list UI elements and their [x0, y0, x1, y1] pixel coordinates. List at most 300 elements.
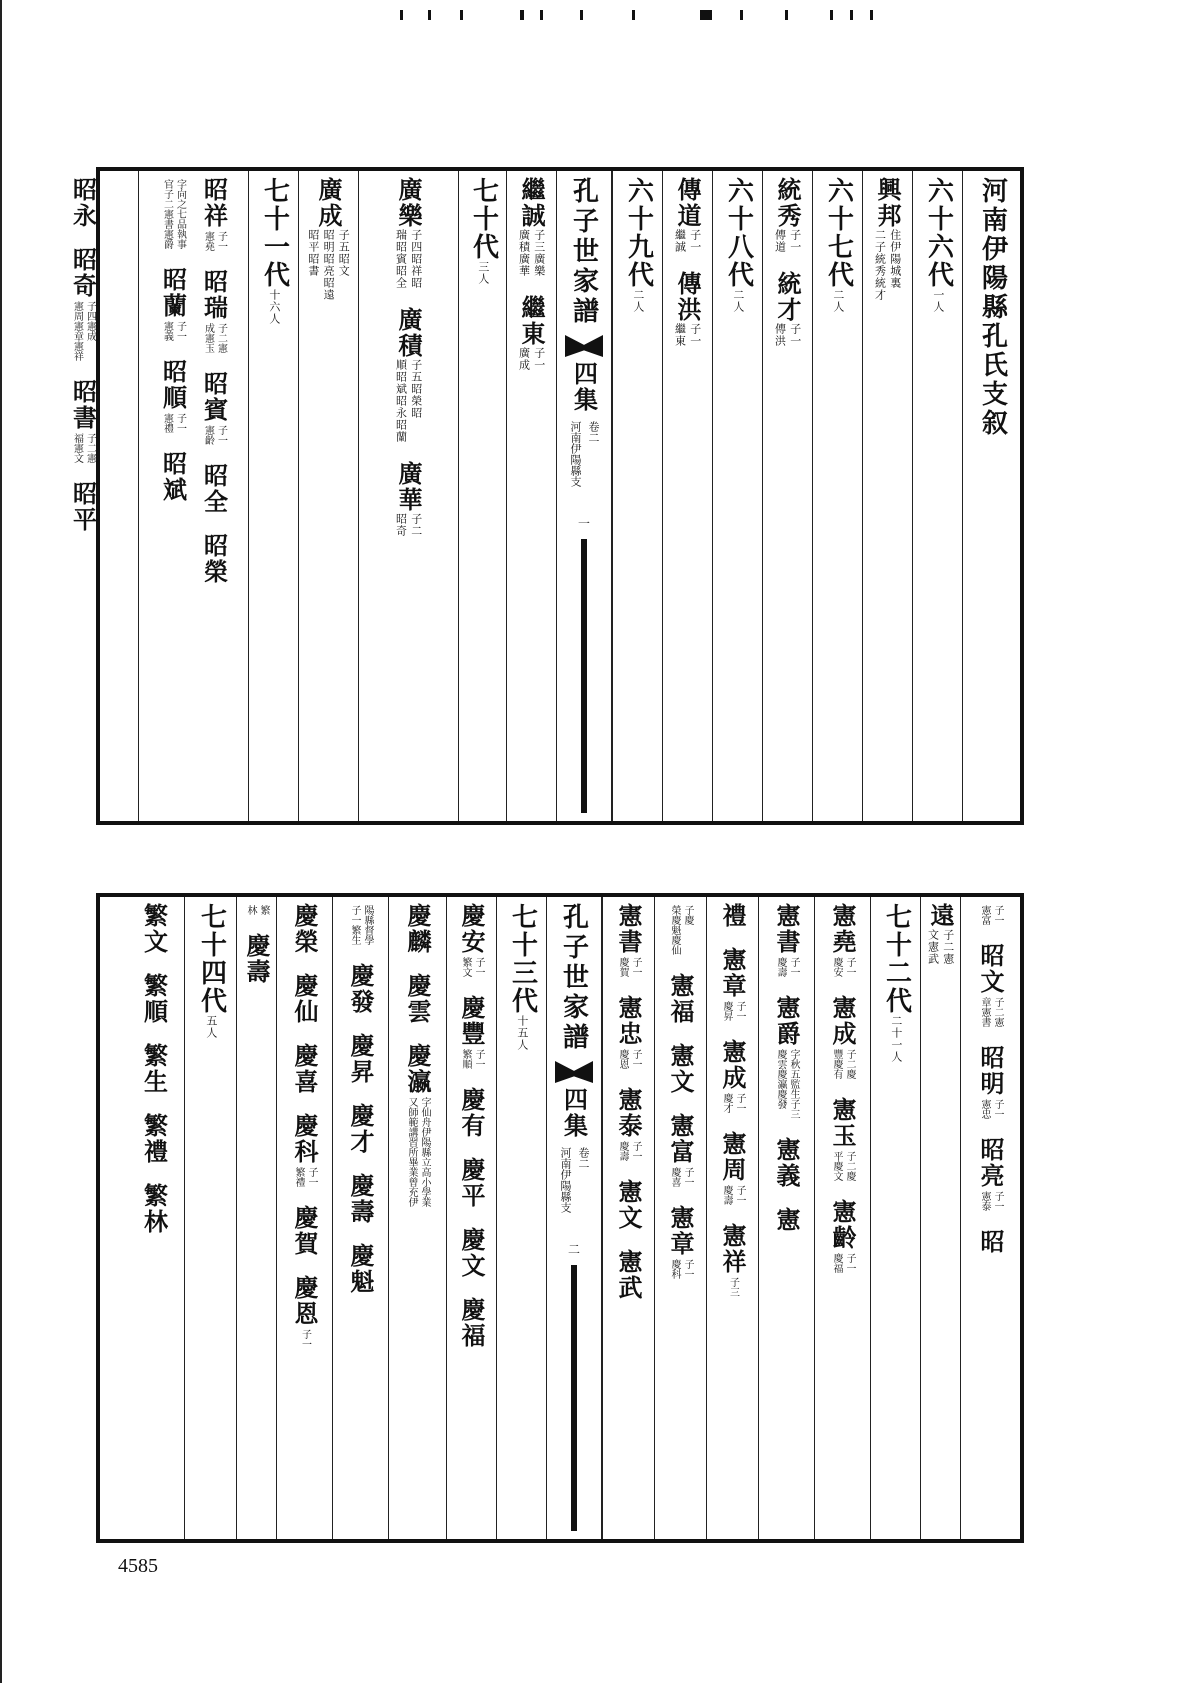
annotation-line: 憲義: [161, 321, 173, 341]
annotation: [873, 229, 901, 301]
person-entry: [715, 1223, 750, 1297]
generation-label: 六十六代: [923, 177, 954, 289]
generation-label: 六十八代: [723, 177, 754, 289]
person-name: 憲成: [828, 995, 857, 1047]
person-entry: [663, 1205, 698, 1279]
person-annotation: [830, 957, 855, 977]
person-entry: [611, 1087, 646, 1161]
person-name: 昭斌: [158, 451, 188, 503]
volume-label: 四集: [559, 1087, 589, 1139]
person-annotation: [616, 957, 641, 977]
person-entry: [400, 973, 435, 1025]
generation-count: 十六人: [267, 289, 281, 325]
person-name: 憲齡: [828, 1199, 857, 1251]
folio-number: 二: [566, 1243, 581, 1255]
person-entry: [670, 271, 705, 347]
person-entry: [197, 371, 232, 445]
book-title: 孔子世家譜: [568, 177, 599, 327]
annotation-line: 文憲武: [926, 929, 940, 965]
annotation-line: 子一: [688, 229, 702, 253]
person-entry: [391, 177, 426, 289]
person-name: 慶魁: [346, 1243, 375, 1295]
person-name: 憲文: [666, 1043, 695, 1095]
person-annotation: [244, 905, 269, 915]
person-name: 繼誠: [517, 177, 546, 229]
annotation-line: 繼誠: [673, 229, 687, 253]
person-entry: [348, 903, 373, 945]
generation-count: 二人: [831, 289, 845, 313]
person-name: 繁生: [139, 1043, 169, 1095]
annotation: [517, 347, 545, 371]
person-name: 慶昇: [346, 1033, 375, 1085]
book-spine-column: [556, 171, 612, 821]
person-name: 慶喜: [290, 1043, 319, 1095]
person-name: 繁文: [139, 903, 169, 955]
names-column: [862, 171, 912, 821]
person-name: 慶平: [457, 1157, 486, 1209]
annotation-line: 子一: [473, 1049, 484, 1069]
person-annotation: [202, 231, 227, 251]
person-entry: [973, 1045, 1008, 1119]
person-entry: [663, 1113, 698, 1187]
spine-bar: [581, 539, 587, 813]
name-list: [770, 177, 805, 821]
person-annotation: [774, 1049, 799, 1119]
book-spine-column: [546, 897, 602, 1539]
person-annotation: [71, 301, 96, 361]
person-name: 昭明: [976, 1045, 1005, 1097]
person-entry: [239, 933, 274, 985]
person-annotation: [978, 1099, 1003, 1119]
person-annotation: [774, 957, 799, 977]
person-entry: [973, 1137, 1008, 1211]
annotation-line: 子一: [734, 1185, 745, 1205]
column-lanes: [769, 903, 804, 1539]
person-name: 憲堯: [828, 903, 857, 955]
column-lanes: [454, 903, 489, 1539]
person-annotation: [616, 1141, 641, 1161]
generation-column: [248, 171, 298, 821]
name-list: [769, 903, 804, 1539]
names-column: [446, 897, 496, 1539]
annotation-line: 子二慶: [844, 1049, 855, 1079]
annotation-line: 憲忠: [979, 1099, 990, 1119]
annotation-line: 豐慶有: [831, 1049, 842, 1079]
annotation-line: 子二憲: [941, 929, 955, 965]
person-entry: [343, 1173, 378, 1225]
generation-label: 七十三代: [507, 903, 538, 1015]
person-entry: [663, 1043, 698, 1095]
person-name: 慶麟: [403, 903, 432, 955]
person-entry: [343, 1243, 378, 1295]
annotation-line: 慶安: [831, 957, 842, 977]
annotation-line: 子一: [682, 1259, 693, 1279]
annotation-line: 子二憲: [84, 433, 96, 463]
person-entry: [391, 461, 426, 537]
person-entry: [197, 463, 232, 515]
names-column: [124, 897, 184, 1539]
annotation-line: 慶昇: [721, 1001, 732, 1021]
generation-count: 一人: [931, 289, 945, 313]
annotation-line: 憲堯: [202, 231, 214, 251]
annotation: [394, 359, 422, 443]
annotation-line: 繁禮: [293, 1167, 304, 1187]
person-entry: [156, 267, 191, 341]
person-entry: [973, 1229, 1008, 1255]
person-entry: [400, 903, 435, 955]
person-entry: [197, 269, 232, 353]
annotation-line: 子一: [215, 231, 227, 251]
annotation-line: 子一: [174, 321, 186, 341]
person-name: 憲文: [614, 1179, 643, 1231]
annotation-line: 子一繁生: [349, 905, 360, 945]
person-entry: [156, 451, 191, 503]
annotation-line: 憲禮: [161, 413, 173, 433]
person-annotation: [668, 1167, 693, 1187]
person-entry: [715, 903, 750, 929]
generation-label: 七十代: [468, 177, 499, 261]
generation-label: 七十四代: [196, 903, 227, 1015]
annotation-line: 子四昭祥昭: [409, 229, 423, 289]
person-entry: [244, 903, 269, 915]
annotation-line: 子一: [844, 1253, 855, 1273]
names-column: [236, 897, 276, 1539]
names-column: [758, 897, 814, 1539]
person-name: 憲武: [614, 1249, 643, 1301]
generation-heading: [923, 177, 953, 821]
name-list: [715, 903, 750, 1539]
annotation-line: 字仙舟伊陽縣立高小學業: [419, 1097, 430, 1207]
annotation: [394, 229, 422, 289]
annotation-line: 憲富: [979, 905, 990, 925]
names-column: [298, 171, 358, 821]
person-name: 昭榮: [199, 533, 229, 585]
generation-heading: [468, 177, 498, 821]
person-entry: [343, 1033, 378, 1085]
person-entry: [770, 177, 805, 253]
person-entry: [343, 963, 378, 1015]
person-name: 憲周: [718, 1131, 747, 1183]
person-entry: [66, 177, 101, 229]
person-entry: [770, 271, 805, 347]
column-lanes: [611, 903, 646, 1539]
annotation-line: 子一: [844, 957, 855, 977]
person-name: 禮: [718, 903, 747, 929]
annotation-line: 子一: [630, 957, 641, 977]
names-column: [602, 897, 654, 1539]
name-list: [391, 177, 426, 821]
name-list: [137, 903, 172, 1539]
annotation-line: 子一: [299, 1329, 311, 1349]
person-name: 憲義: [772, 1137, 801, 1189]
generation-label: 七十二代: [881, 903, 912, 1015]
person-name: 昭瑞: [199, 269, 229, 321]
name-list: [66, 177, 101, 821]
person-entry: [197, 533, 232, 585]
person-name: 昭奇: [68, 247, 98, 299]
names-column: [506, 171, 556, 821]
spine-bar: [571, 1265, 577, 1531]
annotation-line: 子一: [630, 1049, 641, 1069]
names-column: [960, 897, 1020, 1539]
person-name: 昭平: [68, 481, 98, 533]
column-lanes: [239, 903, 274, 1539]
generation-column: [870, 897, 920, 1539]
names-column: [654, 897, 706, 1539]
annotation-line: 廣積廣華: [517, 229, 531, 277]
person-entry: [825, 1097, 860, 1181]
column-lanes: [663, 903, 698, 1539]
person-entry: [137, 1113, 172, 1165]
person-name: 慶壽: [346, 1173, 375, 1225]
annotation-line: 慶喜: [669, 1167, 680, 1187]
person-annotation: [459, 957, 484, 977]
person-entry: [197, 177, 232, 251]
annotation-line: 字秋五監生子三: [788, 1049, 799, 1119]
person-name: 傳洪: [673, 271, 702, 323]
person-name: 廣成: [314, 177, 343, 229]
annotation-line: 子二: [409, 513, 423, 537]
names-column: [276, 897, 332, 1539]
fishtail-mark: [565, 335, 603, 357]
person-annotation: [720, 1093, 745, 1113]
annotation-line: 榮慶魁慶仙: [669, 905, 680, 955]
names-column: [138, 171, 248, 821]
name-list: [454, 903, 489, 1539]
generation-heading: [507, 903, 537, 1539]
volume-label: 四集: [569, 361, 599, 413]
generation-column: [184, 897, 236, 1539]
person-entry: [825, 1199, 860, 1273]
person-entry: [287, 1205, 322, 1257]
name-list: [156, 177, 191, 821]
person-name: 昭全: [199, 463, 229, 515]
scan-header-marks: [400, 8, 940, 22]
annotation-line: 子二慶: [844, 1151, 855, 1181]
annotation-line: 子一: [630, 1141, 641, 1161]
person-entry: [769, 1207, 804, 1233]
person-name: 繁禮: [139, 1113, 169, 1165]
person-name: 廣樂: [394, 177, 423, 229]
annotation-line: 子二憲: [215, 323, 227, 353]
section-label: [557, 1147, 591, 1213]
person-entry: [391, 307, 426, 443]
person-name: 慶科: [290, 1113, 319, 1165]
person-annotation: [978, 905, 1003, 925]
person-name: 傳道: [673, 177, 702, 229]
annotation: [673, 229, 701, 253]
person-name: 廣積: [394, 307, 423, 359]
person-name: 慶仙: [290, 973, 319, 1025]
generation-label: 六十七代: [823, 177, 854, 289]
person-entry: [66, 247, 101, 361]
folio-number: 一: [576, 517, 591, 529]
person-annotation: [720, 1185, 745, 1205]
generation-label: 六十九代: [623, 177, 654, 289]
person-name: 憲爵: [772, 995, 801, 1047]
annotation-line: 憲齡: [202, 425, 214, 445]
person-annotation: [830, 1151, 855, 1181]
annotation-line: 順昭斌昭永昭蘭: [394, 359, 408, 443]
person-entry: [287, 1275, 322, 1349]
section-line: 卷二: [587, 421, 600, 443]
annotation-line: 慶賀: [617, 957, 628, 977]
person-annotation: [348, 905, 373, 945]
person-entry: [870, 177, 905, 301]
person-entry: [668, 903, 693, 955]
generation-heading: [723, 177, 753, 821]
section-line: 卷二: [577, 1147, 590, 1169]
person-name: 憲祥: [718, 1223, 747, 1275]
generation-column: [496, 897, 546, 1539]
generation-column: [612, 171, 662, 821]
annotation-line: 子一: [215, 425, 227, 445]
person-entry: [715, 1131, 750, 1205]
name-list: [611, 903, 646, 1539]
annotation-line: 慶壽: [775, 957, 786, 977]
names-column: [332, 897, 388, 1539]
generation-count: 二人: [631, 289, 645, 313]
annotation: [773, 323, 801, 347]
person-name: 慶安: [457, 903, 486, 955]
generation-heading: [623, 177, 653, 821]
person-name: 慶才: [346, 1103, 375, 1155]
person-name: 繼東: [517, 295, 546, 347]
person-entry: [343, 1103, 378, 1155]
person-name: 繁林: [139, 1183, 169, 1235]
person-annotation: [978, 997, 1003, 1027]
column-lanes: [156, 177, 232, 821]
annotation-line: 子一: [788, 229, 802, 253]
annotation-line: 子一: [788, 323, 802, 347]
person-entry: [825, 995, 860, 1079]
person-entry: [715, 947, 750, 1021]
person-annotation: [830, 1253, 855, 1273]
annotation-line: 繁順: [460, 1049, 471, 1069]
annotation-line: 子三: [727, 1277, 739, 1297]
generation-count: 三人: [476, 261, 490, 285]
annotation-line: 子五昭榮昭: [409, 359, 423, 419]
person-name: 慶雲: [403, 973, 432, 1025]
person-name: 昭: [976, 1229, 1005, 1255]
names-column: [662, 171, 712, 821]
person-name: 慶福: [457, 1297, 486, 1349]
name-list: [663, 903, 698, 1539]
annotation-line: 子一: [788, 957, 799, 977]
person-entry: [611, 1249, 646, 1301]
person-entry: [137, 903, 172, 955]
person-name: 昭永: [68, 177, 98, 229]
annotation-line: 章憲書: [979, 997, 990, 1027]
person-name: 興邦: [873, 177, 902, 229]
person-name: 昭文: [976, 943, 1005, 995]
person-name: 昭書: [68, 379, 98, 431]
person-annotation: [668, 1259, 693, 1279]
person-name: 慶文: [457, 1227, 486, 1279]
person-name: 憲泰: [614, 1087, 643, 1139]
generation-column: [712, 171, 762, 821]
name-list: [825, 903, 860, 1539]
person-name: 慶發: [346, 963, 375, 1015]
annotation-line: 昭平昭書: [306, 229, 320, 277]
names-column: [358, 171, 458, 821]
annotation-line: 子二憲: [992, 997, 1003, 1027]
names-column: [814, 897, 870, 1539]
name-list: [923, 903, 958, 1539]
annotation-line: 子四憲成: [84, 301, 96, 341]
annotation-line: 子一: [532, 347, 546, 371]
fishtail-mark: [555, 1061, 593, 1083]
annotation-line: 慶壽: [721, 1185, 732, 1205]
generation-count: 二十一人: [889, 1015, 903, 1063]
generation-count: 十五人: [515, 1015, 529, 1051]
person-entry: [454, 1087, 489, 1139]
names-column: [388, 897, 446, 1539]
person-entry: [611, 995, 646, 1069]
person-name: 廣華: [394, 461, 423, 513]
annotation: [673, 323, 701, 347]
person-entry: [663, 973, 698, 1025]
annotation-line: 子一: [688, 323, 702, 347]
person-entry: [454, 995, 489, 1069]
person-annotation: [720, 1001, 745, 1021]
person-name: 統秀: [773, 177, 802, 229]
person-name: 憲章: [718, 947, 747, 999]
person-entry: [769, 995, 804, 1119]
person-entry: [611, 903, 646, 977]
annotation-line: 慶雲慶瀛慶發: [775, 1049, 786, 1109]
person-entry: [161, 177, 186, 249]
annotation-line: 子五昭文: [337, 229, 351, 277]
page-number: 4585: [118, 1555, 158, 1577]
annotation: [773, 229, 801, 253]
person-entry: [454, 1297, 489, 1349]
person-annotation: [405, 1097, 430, 1207]
title-column: [962, 171, 1020, 821]
generation-column: [812, 171, 862, 821]
person-entry: [400, 1043, 435, 1207]
annotation-line: 成憲玉: [202, 323, 214, 353]
person-annotation: [71, 433, 96, 463]
person-entry: [137, 1183, 172, 1235]
person-name: 慶賀: [290, 1205, 319, 1257]
person-name: 昭亮: [976, 1137, 1005, 1189]
annotation-line: 子一: [992, 905, 1003, 925]
column-lanes: [400, 903, 435, 1539]
annotation: [394, 513, 422, 537]
column-lanes: [287, 903, 322, 1539]
section-line: 河南伊陽縣支: [559, 1147, 572, 1213]
generation-count: 五人: [204, 1015, 218, 1039]
person-annotation: [830, 1049, 855, 1079]
generation-column: [458, 171, 506, 821]
person-entry: [287, 1043, 322, 1095]
person-annotation: [616, 1049, 641, 1069]
annotation-line: 慶壽: [617, 1141, 628, 1161]
annotation-line: 子一: [734, 1001, 745, 1021]
person-entry: [454, 1227, 489, 1279]
generation-heading: [823, 177, 853, 821]
annotation-line: 慶恩: [617, 1049, 628, 1069]
annotation-line: 林: [245, 905, 256, 915]
annotation-line: 官子二憲書憲爵: [161, 179, 173, 249]
person-annotation: [161, 321, 186, 341]
section-line: 河南伊陽縣支: [569, 421, 582, 487]
person-annotation: [292, 1167, 317, 1187]
annotation-line: 陽縣督學: [362, 905, 373, 945]
name-list: [400, 903, 435, 1539]
column-lanes: [973, 903, 1008, 1539]
